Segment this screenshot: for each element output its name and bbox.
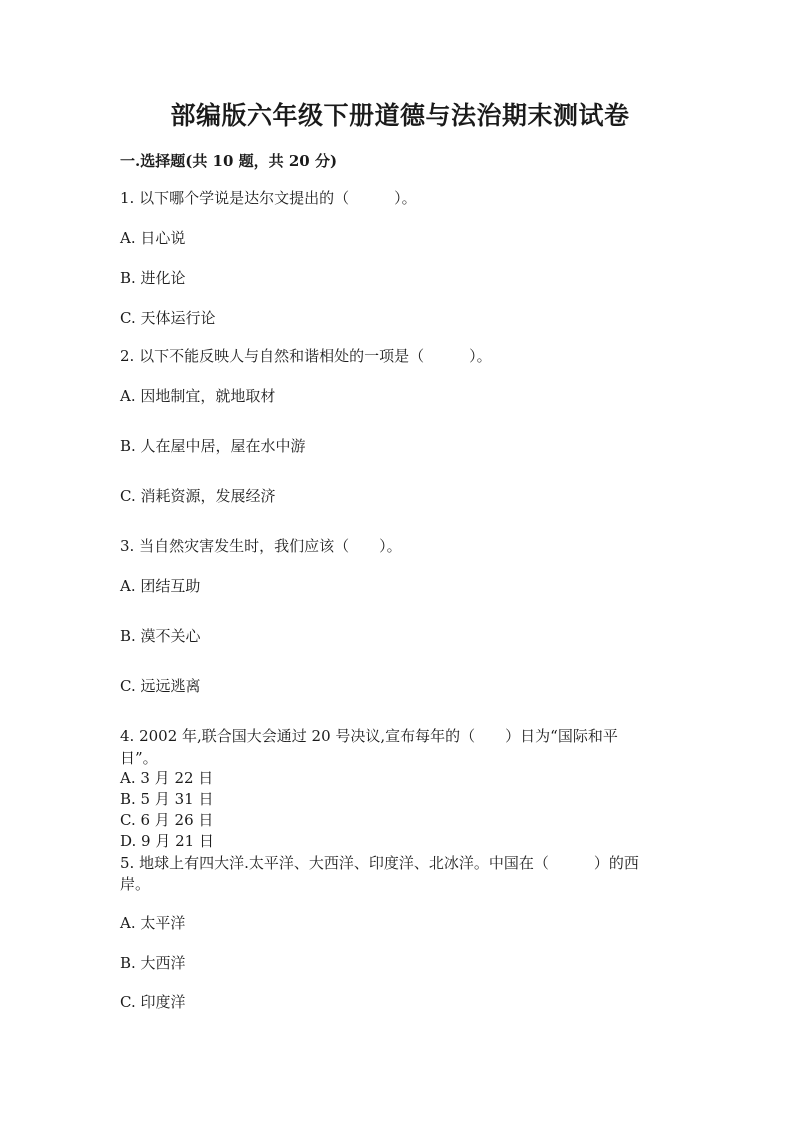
question-2-option-a: A. 因地制宜，就地取材 — [120, 387, 276, 405]
question-4-stem-line-2: 日”。 — [120, 749, 158, 767]
question-2-option-b: B. 人在屋中居，屋在水中游 — [120, 437, 306, 455]
section-heading: 一.选择题(共 10 题，共 20 分) — [120, 152, 338, 170]
question-5-option-b: B. 大西洋 — [120, 954, 186, 972]
question-3-option-c: C. 远远逃离 — [120, 677, 201, 695]
page-title: 部编版六年级下册道德与法治期末测试卷 — [170, 101, 630, 130]
question-1-option-c: C. 天体运行论 — [120, 309, 216, 327]
question-5-option-a: A. 太平洋 — [120, 914, 186, 932]
question-1-stem: 1. 以下哪个学说是达尔文提出的（ ）。 — [120, 189, 417, 207]
question-3-option-b: B. 漠不关心 — [120, 627, 201, 645]
question-5-stem-line-2: 岸。 — [120, 875, 151, 893]
question-2-stem: 2. 以下不能反映人与自然和谐相处的一项是（ ）。 — [120, 347, 492, 365]
question-1-option-b: B. 进化论 — [120, 269, 186, 287]
question-3-stem: 3. 当自然灾害发生时，我们应该（ ）。 — [120, 537, 402, 555]
question-2-option-c: C. 消耗资源，发展经济 — [120, 487, 276, 505]
question-4-option-d: D. 9 月 21 日 — [120, 832, 214, 850]
question-5-option-c: C. 印度洋 — [120, 993, 186, 1011]
question-4-option-b: B. 5 月 31 日 — [120, 790, 214, 808]
question-5-stem-line-1: 5. 地球上有四大洋.太平洋、大西洋、印度洋、北冰洋。中国在（ ）的西 — [120, 854, 639, 872]
question-4-option-a: A. 3 月 22 日 — [120, 769, 214, 787]
question-3-option-a: A. 团结互助 — [120, 577, 201, 595]
question-1-option-a: A. 日心说 — [120, 229, 186, 247]
question-4-option-c: C. 6 月 26 日 — [120, 811, 214, 829]
question-4-stem-line-1: 4. 2002 年,联合国大会通过 20 号决议,宣布每年的（ ）日为“国际和平 — [120, 727, 618, 745]
